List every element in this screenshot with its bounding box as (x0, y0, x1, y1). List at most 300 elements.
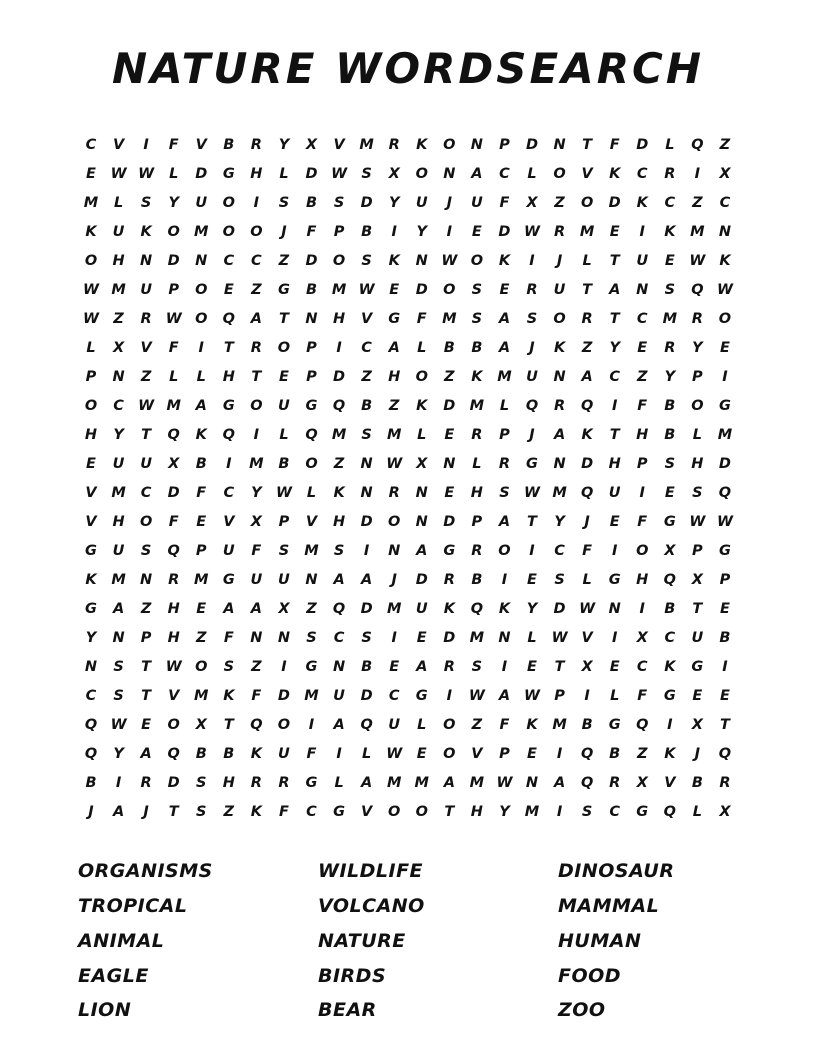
grid-cell[interactable]: E (664, 485, 675, 502)
grid-cell[interactable]: Y (168, 195, 179, 212)
grid-cell[interactable]: T (609, 311, 620, 328)
grid-cell[interactable]: S (664, 282, 676, 299)
grid-cell[interactable]: V (581, 166, 593, 183)
grid-cell[interactable]: S (554, 572, 565, 589)
grid-cell[interactable]: C (223, 253, 235, 270)
grid-cell[interactable]: Y (499, 804, 510, 821)
grid-cell[interactable]: N (195, 253, 208, 270)
grid-cell[interactable]: T (141, 659, 152, 676)
grid-cell[interactable]: Q (84, 717, 98, 734)
grid-cell[interactable]: S (664, 456, 676, 473)
grid-cell[interactable]: H (470, 804, 483, 821)
grid-cell[interactable]: A (361, 775, 373, 792)
grid-cell[interactable]: S (471, 282, 483, 299)
grid-cell[interactable]: W (524, 688, 540, 705)
word-list-item[interactable]: LION (78, 999, 132, 1022)
grid-cell[interactable]: L (665, 137, 675, 154)
grid-cell[interactable]: Q (84, 746, 98, 763)
grid-cell[interactable]: T (251, 369, 262, 386)
grid-cell[interactable]: N (443, 166, 456, 183)
grid-cell[interactable]: E (86, 456, 96, 473)
grid-cell[interactable]: X (636, 630, 648, 647)
grid-cell[interactable]: A (416, 543, 428, 560)
grid-cell[interactable]: D (443, 630, 456, 647)
grid-cell[interactable]: W (331, 166, 348, 183)
grid-cell[interactable]: B (195, 746, 207, 763)
grid-cell[interactable]: R (526, 282, 538, 299)
grid-cell[interactable]: K (223, 688, 235, 705)
grid-cell[interactable]: Q (691, 282, 704, 299)
grid-cell[interactable]: H (691, 456, 704, 473)
grid-cell[interactable]: H (222, 775, 235, 792)
grid-cell[interactable]: R (388, 137, 400, 154)
grid-cell[interactable]: R (250, 775, 262, 792)
grid-cell[interactable]: Z (278, 253, 290, 270)
grid-cell[interactable]: R (553, 224, 566, 241)
grid-cell[interactable]: D (333, 369, 346, 386)
grid-cell[interactable]: Q (222, 311, 235, 328)
grid-cell[interactable]: M (111, 485, 126, 502)
grid-cell[interactable]: W (138, 166, 155, 183)
grid-cell[interactable]: J (391, 572, 397, 589)
grid-cell[interactable]: R (691, 311, 703, 328)
grid-cell[interactable]: K (416, 398, 428, 415)
grid-cell[interactable]: K (250, 804, 262, 821)
grid-cell[interactable]: F (168, 137, 179, 154)
grid-cell[interactable]: U (415, 601, 428, 618)
grid-cell[interactable]: O (167, 224, 180, 241)
grid-cell[interactable]: S (526, 311, 538, 328)
grid-cell[interactable]: Z (554, 195, 565, 212)
grid-cell[interactable]: F (168, 340, 179, 357)
grid-cell[interactable]: U (222, 543, 235, 560)
grid-cell[interactable]: R (498, 456, 511, 473)
grid-cell[interactable]: K (140, 224, 152, 241)
grid-cell[interactable]: Z (636, 369, 648, 386)
grid-cell[interactable]: C (636, 166, 648, 183)
grid-cell[interactable]: W (110, 166, 127, 183)
grid-cell[interactable]: E (499, 282, 510, 299)
grid-cell[interactable]: P (140, 630, 152, 647)
grid-cell[interactable]: N (84, 659, 98, 676)
grid-cell[interactable]: I (501, 659, 508, 676)
grid-cell[interactable]: E (471, 224, 482, 241)
grid-cell[interactable]: A (471, 166, 483, 183)
grid-cell[interactable]: B (471, 572, 483, 589)
grid-cell[interactable]: F (251, 688, 262, 705)
grid-cell[interactable]: C (719, 195, 731, 212)
grid-cell[interactable]: X (416, 456, 428, 473)
grid-cell[interactable]: K (333, 485, 345, 502)
grid-cell[interactable]: W (83, 282, 99, 299)
grid-cell[interactable]: W (83, 311, 99, 328)
grid-cell[interactable]: Y (416, 224, 427, 241)
grid-cell[interactable]: N (388, 543, 401, 560)
grid-cell[interactable]: R (168, 572, 180, 589)
grid-cell[interactable]: F (278, 804, 289, 821)
grid-cell[interactable]: R (471, 543, 483, 560)
grid-cell[interactable]: C (306, 804, 317, 821)
grid-cell[interactable]: N (498, 630, 511, 647)
grid-cell[interactable]: O (415, 804, 428, 821)
grid-cell[interactable]: H (470, 485, 483, 502)
grid-cell[interactable]: D (167, 253, 180, 270)
grid-cell[interactable]: W (716, 282, 733, 299)
grid-cell[interactable]: S (361, 630, 372, 647)
grid-cell[interactable]: I (226, 456, 232, 473)
grid-cell[interactable]: T (582, 282, 593, 299)
grid-cell[interactable]: L (582, 253, 592, 270)
grid-cell[interactable]: W (716, 514, 733, 531)
grid-cell[interactable]: K (498, 253, 511, 270)
grid-cell[interactable]: P (195, 543, 207, 560)
grid-cell[interactable]: E (278, 369, 289, 386)
grid-cell[interactable]: G (526, 456, 538, 473)
grid-cell[interactable]: R (609, 775, 621, 792)
grid-cell[interactable]: Y (692, 340, 703, 357)
grid-cell[interactable]: X (664, 543, 676, 560)
grid-cell[interactable]: F (416, 311, 427, 328)
grid-cell[interactable]: S (140, 543, 152, 560)
grid-cell[interactable]: D (305, 253, 318, 270)
grid-cell[interactable]: W (358, 282, 375, 299)
word-list-item[interactable]: DINOSAUR (558, 860, 675, 882)
grid-cell[interactable]: R (388, 485, 400, 502)
grid-cell[interactable]: L (582, 572, 592, 589)
grid-cell[interactable]: O (277, 340, 291, 357)
grid-cell[interactable]: H (84, 427, 98, 444)
grid-cell[interactable]: L (306, 485, 317, 502)
grid-cell[interactable]: Z (333, 456, 345, 473)
grid-cell[interactable]: W (551, 630, 568, 647)
grid-cell[interactable]: E (692, 688, 703, 705)
grid-cell[interactable]: T (719, 717, 730, 734)
grid-cell[interactable]: B (195, 456, 207, 473)
grid-cell[interactable]: U (140, 282, 153, 299)
grid-cell[interactable]: U (333, 688, 345, 705)
grid-cell[interactable]: X (719, 804, 731, 821)
grid-cell[interactable]: L (169, 369, 179, 386)
grid-cell[interactable]: M (469, 398, 485, 415)
grid-cell[interactable]: A (195, 398, 207, 415)
grid-cell[interactable]: J (446, 195, 453, 212)
grid-cell[interactable]: U (250, 572, 263, 589)
grid-cell[interactable]: H (250, 166, 263, 183)
grid-cell[interactable]: I (115, 775, 122, 792)
grid-cell[interactable]: Q (360, 717, 373, 734)
grid-cell[interactable]: W (165, 311, 182, 328)
grid-cell[interactable]: H (167, 630, 180, 647)
grid-cell[interactable]: Q (636, 717, 649, 734)
grid-cell[interactable]: R (719, 775, 731, 792)
grid-cell[interactable]: N (277, 630, 290, 647)
grid-cell[interactable]: I (556, 746, 563, 763)
grid-cell[interactable]: T (168, 804, 179, 821)
grid-cell[interactable]: O (388, 804, 401, 821)
grid-cell[interactable]: S (361, 253, 372, 270)
word-list-item[interactable]: BIRDS (318, 964, 387, 987)
grid-cell[interactable]: B (85, 775, 97, 792)
grid-cell[interactable]: X (526, 195, 538, 212)
grid-cell[interactable]: T (223, 717, 234, 734)
grid-cell[interactable]: H (167, 601, 180, 618)
grid-cell[interactable]: P (499, 746, 510, 763)
grid-cell[interactable]: L (527, 630, 537, 647)
grid-cell[interactable]: V (361, 311, 373, 328)
grid-cell[interactable]: G (718, 398, 731, 415)
grid-cell[interactable]: M (194, 572, 209, 589)
grid-cell[interactable]: S (140, 195, 152, 212)
grid-cell[interactable]: P (85, 369, 97, 386)
grid-cell[interactable]: N (553, 137, 566, 154)
grid-cell[interactable]: L (692, 804, 702, 821)
grid-cell[interactable]: C (609, 804, 621, 821)
grid-cell[interactable]: M (414, 775, 429, 792)
grid-cell[interactable]: M (194, 224, 209, 241)
grid-cell[interactable]: E (444, 427, 455, 444)
grid-cell[interactable]: G (277, 282, 290, 299)
grid-cell[interactable]: I (667, 717, 673, 734)
grid-cell[interactable]: M (524, 804, 540, 821)
grid-cell[interactable]: I (198, 340, 204, 357)
grid-cell[interactable]: B (361, 224, 373, 241)
grid-cell[interactable]: G (663, 514, 676, 531)
grid-cell[interactable]: U (608, 485, 621, 502)
grid-cell[interactable]: I (584, 688, 590, 705)
grid-cell[interactable]: I (253, 195, 260, 212)
grid-cell[interactable]: Y (388, 195, 400, 212)
grid-cell[interactable]: B (305, 282, 318, 299)
grid-cell[interactable]: O (277, 717, 291, 734)
grid-cell[interactable]: D (608, 195, 621, 212)
word-list-item[interactable]: ZOO (558, 999, 606, 1022)
grid-cell[interactable]: R (553, 398, 566, 415)
grid-cell[interactable]: B (609, 746, 621, 763)
grid-cell[interactable]: S (278, 543, 290, 560)
grid-cell[interactable]: J (584, 514, 590, 531)
grid-cell[interactable]: D (167, 775, 180, 792)
grid-cell[interactable]: E (141, 717, 152, 734)
grid-cell[interactable]: L (692, 427, 702, 444)
grid-cell[interactable]: D (360, 688, 373, 705)
grid-cell[interactable]: O (443, 282, 456, 299)
grid-cell[interactable]: U (526, 369, 538, 386)
grid-cell[interactable]: Q (580, 775, 594, 792)
grid-cell[interactable]: L (362, 746, 372, 763)
grid-cell[interactable]: F (499, 717, 510, 734)
grid-cell[interactable]: L (279, 427, 289, 444)
grid-cell[interactable]: I (363, 543, 370, 560)
grid-cell[interactable]: Z (361, 369, 372, 386)
grid-cell[interactable]: U (278, 746, 290, 763)
grid-cell[interactable]: Z (306, 601, 317, 618)
grid-cell[interactable]: A (553, 775, 566, 792)
grid-cell[interactable]: C (85, 137, 97, 154)
grid-cell[interactable]: O (167, 717, 180, 734)
grid-cell[interactable]: D (305, 166, 318, 183)
grid-cell[interactable]: Q (580, 485, 594, 502)
grid-cell[interactable]: P (636, 456, 648, 473)
grid-cell[interactable]: K (609, 166, 621, 183)
grid-cell[interactable]: N (360, 456, 373, 473)
grid-cell[interactable]: P (499, 427, 510, 444)
grid-cell[interactable]: L (527, 166, 537, 183)
grid-cell[interactable]: M (331, 282, 347, 299)
grid-cell[interactable]: D (277, 688, 290, 705)
grid-cell[interactable]: X (719, 166, 731, 183)
grid-cell[interactable]: F (637, 514, 648, 531)
grid-cell[interactable]: D (167, 485, 180, 502)
grid-cell[interactable]: L (169, 166, 179, 183)
grid-cell[interactable]: E (609, 224, 620, 241)
grid-cell[interactable]: U (553, 282, 566, 299)
grid-cell[interactable]: L (472, 456, 482, 473)
grid-cell[interactable]: M (83, 195, 99, 212)
grid-cell[interactable]: K (388, 253, 400, 270)
grid-cell[interactable]: N (112, 369, 125, 386)
grid-cell[interactable]: O (470, 253, 484, 270)
grid-cell[interactable]: U (636, 253, 649, 270)
word-list-item[interactable]: EAGLE (78, 964, 149, 987)
grid-cell[interactable]: E (719, 340, 730, 357)
word-list-item[interactable]: NATURE (318, 929, 406, 952)
grid-cell[interactable]: B (305, 195, 318, 212)
grid-cell[interactable]: N (112, 630, 125, 647)
grid-cell[interactable]: U (112, 456, 125, 473)
grid-cell[interactable]: U (278, 572, 290, 589)
grid-cell[interactable]: D (443, 398, 456, 415)
grid-cell[interactable]: O (250, 224, 263, 241)
grid-cell[interactable]: O (388, 514, 401, 531)
grid-cell[interactable]: I (611, 543, 618, 560)
grid-cell[interactable]: S (113, 688, 124, 705)
grid-cell[interactable]: G (415, 688, 428, 705)
grid-cell[interactable]: J (529, 340, 535, 357)
grid-cell[interactable]: T (527, 514, 537, 531)
grid-cell[interactable]: I (281, 659, 287, 676)
grid-cell[interactable]: T (278, 311, 289, 328)
grid-cell[interactable]: N (415, 485, 428, 502)
grid-cell[interactable]: O (553, 311, 566, 328)
word-list-item[interactable]: WILDLIFE (318, 860, 424, 882)
grid-cell[interactable]: Q (167, 427, 180, 444)
grid-cell[interactable]: V (85, 514, 97, 531)
grid-cell[interactable]: V (223, 514, 235, 531)
grid-cell[interactable]: O (250, 398, 263, 415)
grid-cell[interactable]: B (361, 398, 373, 415)
grid-cell[interactable]: E (389, 282, 400, 299)
grid-cell[interactable]: X (305, 137, 318, 154)
grid-cell[interactable]: Z (251, 659, 262, 676)
grid-cell[interactable]: I (253, 427, 260, 444)
grid-cell[interactable]: D (636, 137, 649, 154)
grid-cell[interactable]: E (389, 659, 400, 676)
grid-cell[interactable]: P (719, 572, 731, 589)
grid-cell[interactable]: W (689, 514, 706, 531)
grid-cell[interactable]: D (498, 224, 511, 241)
grid-cell[interactable]: Q (305, 427, 318, 444)
grid-cell[interactable]: Q (332, 398, 346, 415)
grid-cell[interactable]: Z (692, 195, 703, 212)
grid-cell[interactable]: N (360, 485, 373, 502)
grid-cell[interactable]: B (223, 746, 235, 763)
grid-cell[interactable]: U (195, 195, 208, 212)
grid-cell[interactable]: E (719, 688, 730, 705)
grid-cell[interactable]: K (526, 717, 538, 734)
grid-cell[interactable]: U (415, 195, 428, 212)
grid-cell[interactable]: S (333, 543, 345, 560)
grid-cell[interactable]: K (85, 572, 97, 589)
grid-cell[interactable]: T (141, 427, 152, 444)
grid-cell[interactable]: Q (691, 137, 704, 154)
grid-cell[interactable]: S (692, 485, 703, 502)
grid-cell[interactable]: S (333, 195, 345, 212)
grid-cell[interactable]: M (249, 456, 264, 473)
grid-cell[interactable]: H (222, 369, 235, 386)
word-list-item[interactable]: ANIMAL (78, 929, 165, 952)
grid-cell[interactable]: G (691, 659, 704, 676)
grid-cell[interactable]: D (525, 137, 539, 154)
grid-cell[interactable]: F (637, 398, 648, 415)
grid-cell[interactable]: F (251, 543, 262, 560)
grid-cell[interactable]: H (332, 514, 346, 531)
grid-cell[interactable]: P (554, 688, 565, 705)
grid-cell[interactable]: A (581, 369, 593, 386)
grid-cell[interactable]: P (306, 369, 317, 386)
grid-cell[interactable]: E (527, 746, 537, 763)
grid-cell[interactable]: A (498, 514, 511, 531)
grid-cell[interactable]: F (306, 746, 317, 763)
grid-cell[interactable]: E (527, 572, 537, 589)
grid-cell[interactable]: Q (525, 398, 539, 415)
grid-cell[interactable]: E (223, 282, 234, 299)
grid-cell[interactable]: Q (332, 601, 346, 618)
grid-cell[interactable]: I (722, 659, 728, 676)
grid-cell[interactable]: G (222, 398, 235, 415)
grid-cell[interactable]: K (664, 659, 676, 676)
grid-cell[interactable]: I (391, 630, 397, 647)
grid-cell[interactable]: V (168, 688, 180, 705)
grid-cell[interactable]: J (556, 253, 563, 270)
grid-cell[interactable]: C (85, 688, 97, 705)
grid-cell[interactable]: I (446, 688, 453, 705)
grid-cell[interactable]: X (250, 514, 262, 531)
grid-cell[interactable]: Z (581, 340, 593, 357)
word-list-item[interactable]: FOOD (558, 964, 622, 987)
grid-cell[interactable]: O (691, 398, 704, 415)
grid-cell[interactable]: C (554, 543, 565, 560)
grid-cell[interactable]: X (168, 456, 180, 473)
grid-cell[interactable]: U (691, 630, 704, 647)
grid-cell[interactable]: B (361, 659, 373, 676)
grid-cell[interactable]: O (195, 311, 208, 328)
grid-cell[interactable]: O (636, 543, 649, 560)
grid-cell[interactable]: M (304, 688, 319, 705)
grid-cell[interactable]: N (332, 659, 346, 676)
grid-cell[interactable]: T (223, 340, 234, 357)
grid-cell[interactable]: Z (140, 369, 152, 386)
grid-cell[interactable]: G (718, 543, 731, 560)
grid-cell[interactable]: W (524, 485, 540, 502)
grid-cell[interactable]: O (139, 514, 153, 531)
grid-cell[interactable]: G (222, 166, 235, 183)
grid-cell[interactable]: V (333, 137, 345, 154)
grid-cell[interactable]: E (719, 601, 730, 618)
grid-cell[interactable]: X (195, 717, 207, 734)
grid-cell[interactable]: A (250, 601, 262, 618)
grid-cell[interactable]: I (336, 746, 342, 763)
grid-cell[interactable]: T (692, 601, 703, 618)
